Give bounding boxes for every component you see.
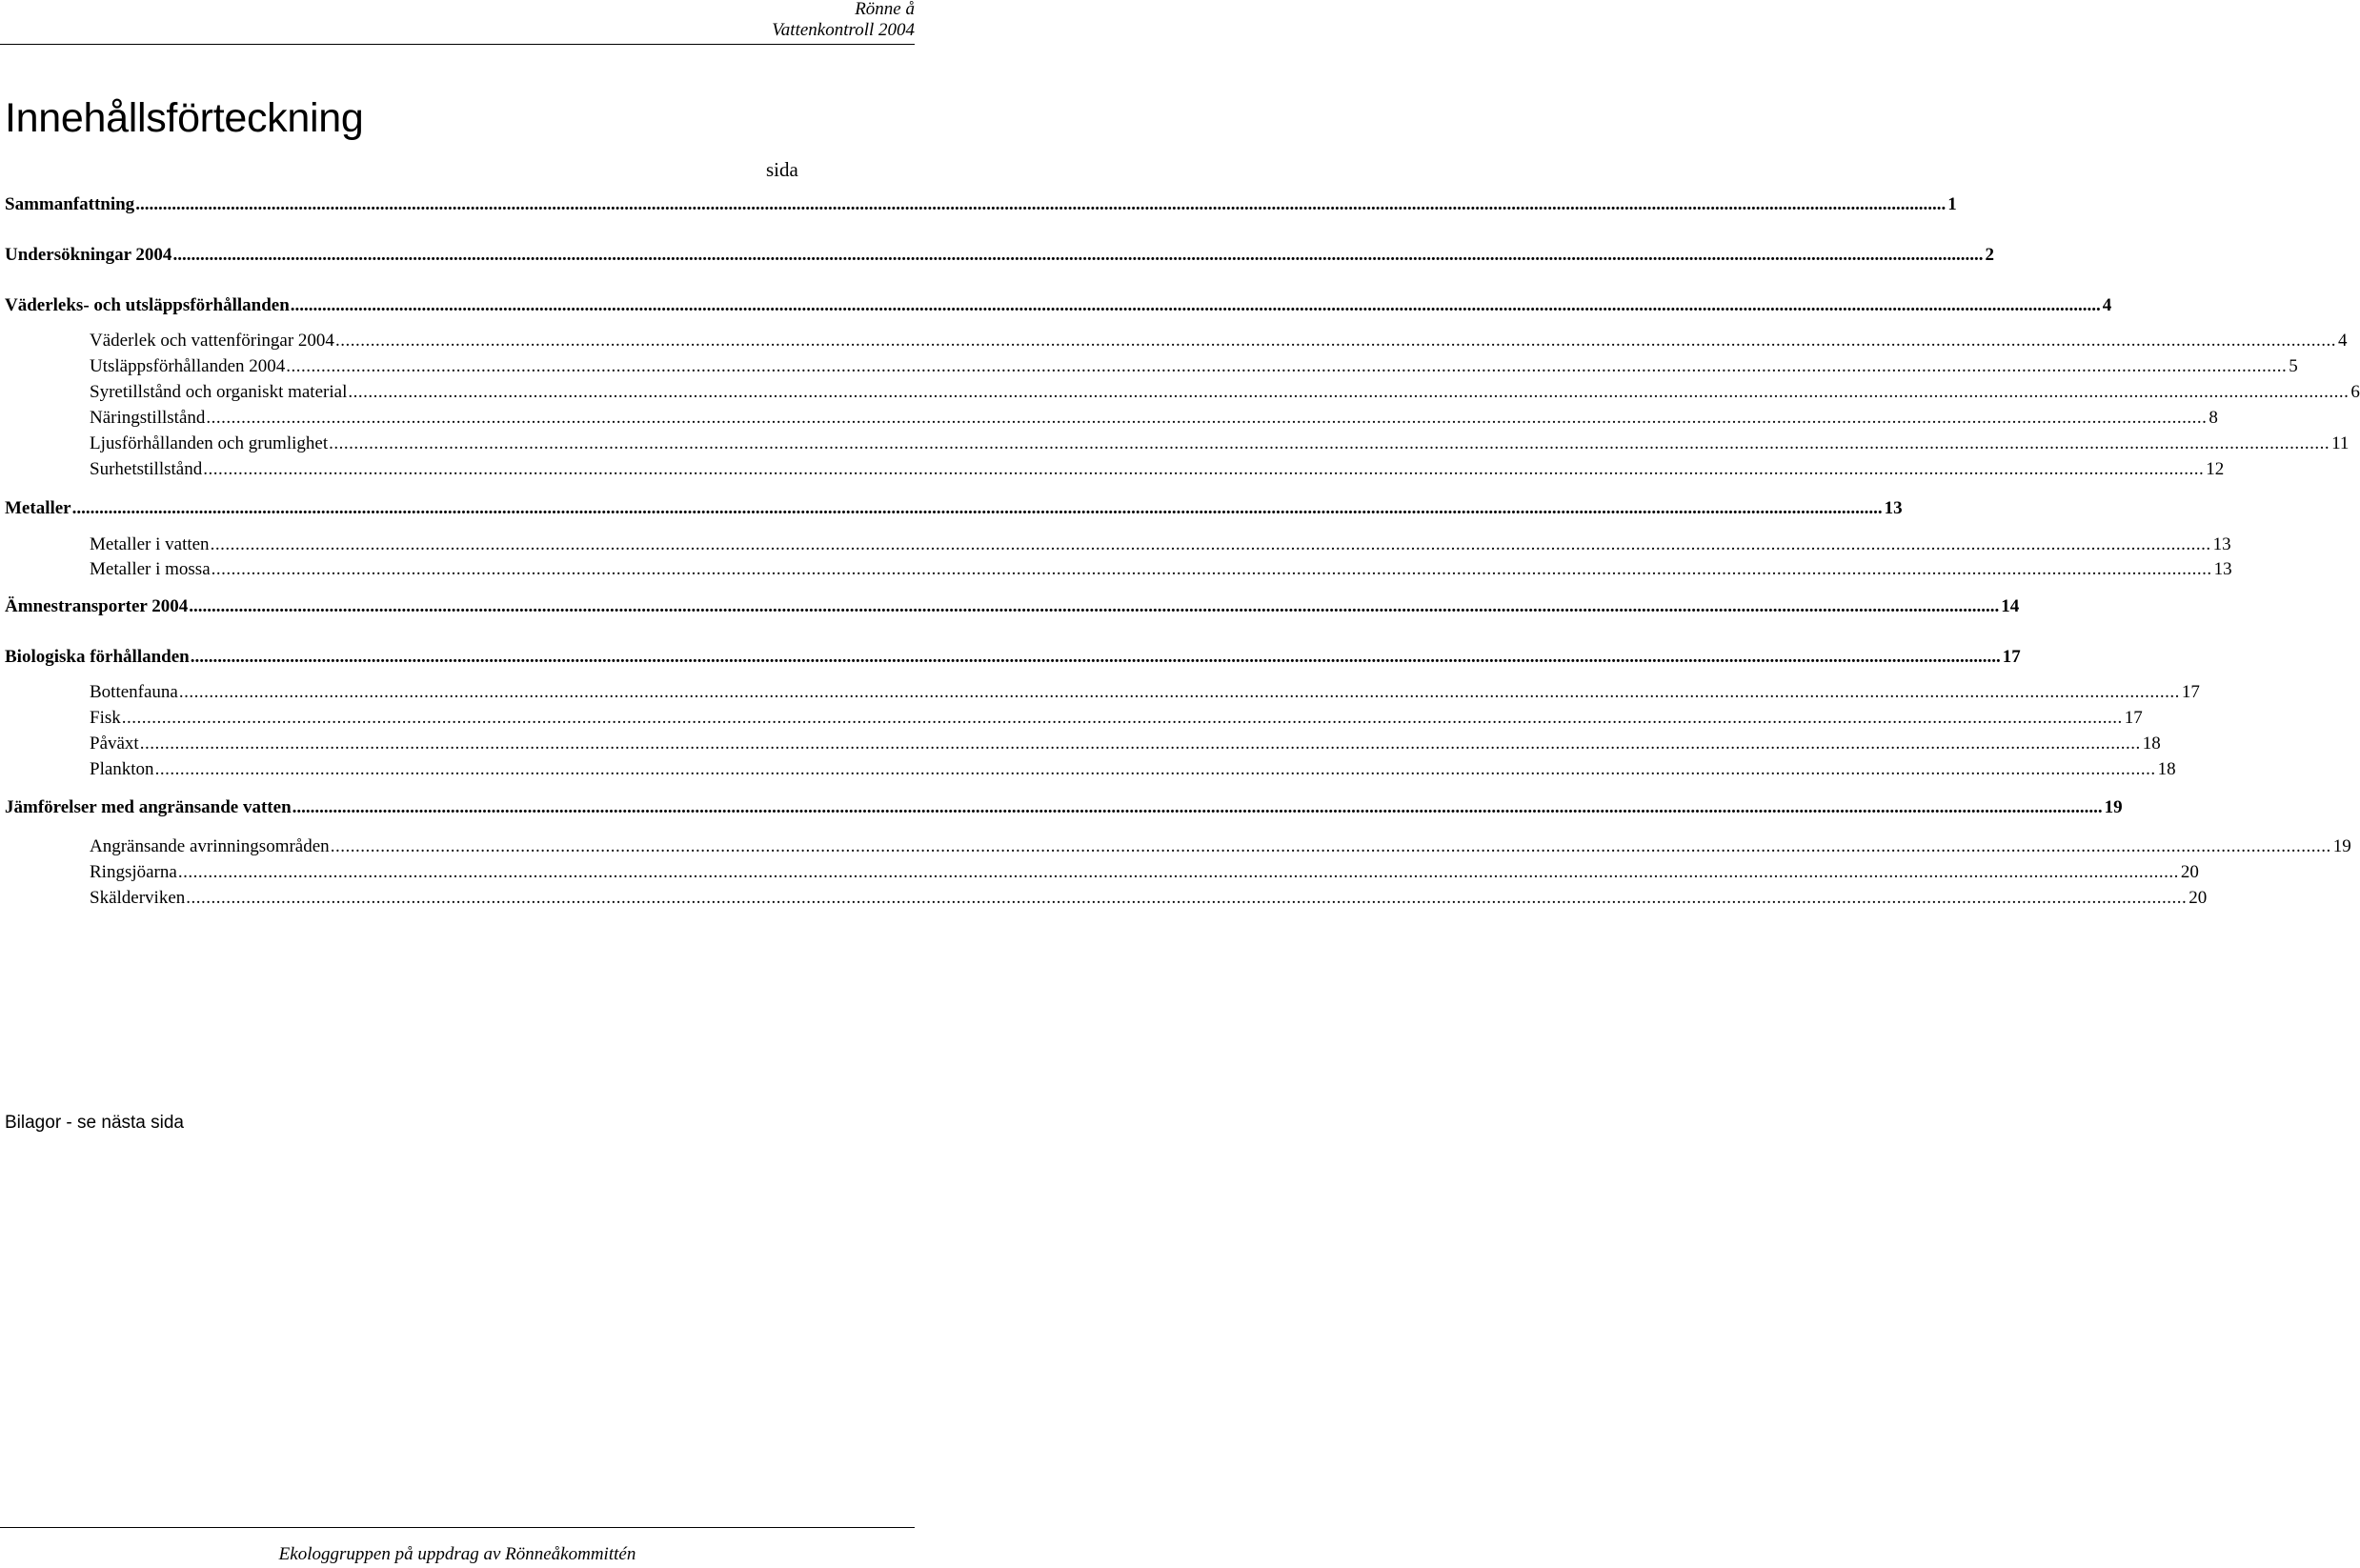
toc-dot-leader: ................................................................................................................................................................................................................................................................................................................................................................................................................ bbox=[186, 888, 2188, 908]
appendix-note: Bilagor - se nästa sida bbox=[5, 1113, 184, 1133]
toc-entry-label: Näringstillstånd bbox=[90, 408, 206, 428]
toc-entry[interactable] bbox=[0, 355, 2298, 378]
toc-entry[interactable] bbox=[0, 707, 2143, 730]
toc-entry-page: 19 bbox=[2104, 797, 2123, 817]
toc-entry-label: Sammanfattning bbox=[5, 194, 135, 214]
toc-entry-page: 11 bbox=[2331, 433, 2350, 453]
toc-entry[interactable] bbox=[0, 681, 2200, 704]
header-river-name: Rönne å bbox=[855, 0, 915, 19]
toc-entry-label: Ämnestransporter 2004 bbox=[5, 596, 189, 616]
toc-entry-label: Angränsande avrinningsområden bbox=[90, 836, 330, 856]
toc-entry-page: 19 bbox=[2332, 836, 2351, 856]
toc-entry-page: 6 bbox=[2350, 382, 2360, 402]
toc-entry-page: 2 bbox=[1985, 245, 1994, 265]
toc-entry-page: 5 bbox=[2289, 356, 2298, 376]
toc-entry-page: 18 bbox=[2157, 759, 2176, 779]
toc-dot-leader: ................................................................................................................................................................................................................................................................................................................................................................................................................ bbox=[286, 356, 2288, 376]
toc-entry-page: 4 bbox=[2102, 295, 2112, 315]
toc-entry-label: Metaller i vatten bbox=[90, 534, 210, 554]
toc-entry[interactable] bbox=[0, 646, 2021, 669]
toc-entry-label: Fisk bbox=[90, 708, 121, 728]
toc-entry-label: Påväxt bbox=[90, 734, 139, 754]
toc-dot-leader: ................................................................................................................................................................................................................................................................................................................................................................................................................ bbox=[210, 534, 2211, 554]
toc-entry[interactable] bbox=[0, 861, 2199, 884]
toc-dot-leader: ................................................................................................................................................................................................................................................................................................................................................................................................................ bbox=[172, 245, 1984, 265]
toc-dot-leader: ................................................................................................................................................................................................................................................................................................................................................................................................................ bbox=[139, 734, 2141, 754]
toc-entry-page: 13 bbox=[1884, 498, 1903, 518]
toc-dot-leader: ................................................................................................................................................................................................................................................................................................................................................................................................................ bbox=[292, 797, 2103, 817]
toc-entry-page: 20 bbox=[2189, 888, 2208, 908]
toc-entry[interactable] bbox=[0, 796, 2123, 819]
toc-dot-leader: ................................................................................................................................................................................................................................................................................................................................................................................................................ bbox=[211, 559, 2212, 579]
toc-dot-leader: ................................................................................................................................................................................................................................................................................................................................................................................................................ bbox=[190, 647, 2001, 667]
toc-entry-label: Syretillstånd och organiskt material bbox=[90, 382, 348, 402]
toc-dot-leader: ................................................................................................................................................................................................................................................................................................................................................................................................................ bbox=[71, 498, 1883, 518]
toc-entry-label: Bottenfauna bbox=[90, 682, 178, 702]
toc-entry-page: 1 bbox=[1947, 194, 1957, 214]
toc-entry[interactable] bbox=[0, 497, 1903, 520]
page-footer: Ekologgruppen på uppdrag av Rönneåkommittén bbox=[278, 1544, 636, 1564]
toc-dot-leader: ................................................................................................................................................................................................................................................................................................................................................................................................................ bbox=[135, 194, 1946, 214]
toc-entry[interactable] bbox=[0, 294, 2112, 317]
toc-entry[interactable] bbox=[0, 381, 2360, 404]
toc-entry-label: Metaller i mossa bbox=[90, 559, 211, 579]
toc-entry-page: 13 bbox=[2212, 534, 2231, 554]
toc-entry[interactable] bbox=[0, 193, 1957, 216]
toc-entry-label: Väderleks- och utsläppsförhållanden bbox=[5, 295, 290, 315]
footer-rule bbox=[0, 1527, 915, 1528]
page-header bbox=[0, 0, 915, 45]
toc-entry-page: 18 bbox=[2142, 734, 2161, 754]
toc-entry-label: Väderlek och vattenföringar 2004 bbox=[90, 331, 334, 351]
toc-dot-leader: ................................................................................................................................................................................................................................................................................................................................................................................................................ bbox=[290, 295, 2101, 315]
toc-entry[interactable] bbox=[0, 595, 2020, 618]
toc-entry[interactable] bbox=[0, 407, 2218, 430]
toc-entry-page: 17 bbox=[2181, 682, 2200, 702]
toc-entry[interactable] bbox=[0, 458, 2225, 481]
toc-entry-label: Ljusförhållanden och grumlighet bbox=[90, 433, 329, 453]
toc-entry-page: 12 bbox=[2206, 459, 2225, 479]
toc-entry[interactable] bbox=[0, 733, 2161, 755]
toc-dot-leader: ................................................................................................................................................................................................................................................................................................................................................................................................................ bbox=[189, 596, 2000, 616]
toc-entry-label: Plankton bbox=[90, 759, 154, 779]
toc-entry[interactable] bbox=[0, 558, 2232, 581]
toc-dot-leader: ................................................................................................................................................................................................................................................................................................................................................................................................................ bbox=[178, 682, 2180, 702]
toc-dot-leader: ................................................................................................................................................................................................................................................................................................................................................................................................................ bbox=[334, 331, 2336, 351]
toc-entry[interactable] bbox=[0, 244, 1994, 267]
toc-entry-page: 17 bbox=[2002, 647, 2021, 667]
toc-dot-leader: ................................................................................................................................................................................................................................................................................................................................................................................................................ bbox=[329, 433, 2330, 453]
toc-entry-label: Skälderviken bbox=[90, 888, 186, 908]
toc-entry-label: Undersökningar 2004 bbox=[5, 245, 172, 265]
toc-dot-leader: ................................................................................................................................................................................................................................................................................................................................................................................................................ bbox=[121, 708, 2123, 728]
toc-entry-page: 20 bbox=[2180, 862, 2199, 882]
toc-entry-page: 4 bbox=[2337, 331, 2348, 351]
toc-entry-label: Metaller bbox=[5, 498, 71, 518]
toc-entry[interactable] bbox=[0, 758, 2176, 781]
toc-entry-label: Jämförelser med angränsande vatten bbox=[5, 797, 292, 817]
toc-entry[interactable] bbox=[0, 330, 2348, 352]
toc-entry-page: 13 bbox=[2213, 559, 2232, 579]
toc-entry-label: Ringsjöarna bbox=[90, 862, 177, 882]
toc-entry[interactable] bbox=[0, 533, 2231, 556]
toc-entry[interactable] bbox=[0, 432, 2350, 455]
toc-entry-label: Utsläppsförhållanden 2004 bbox=[90, 356, 286, 376]
toc-entry-label: Surhetstillstånd bbox=[90, 459, 203, 479]
page-column-label: sida bbox=[766, 158, 798, 181]
toc-dot-leader: ................................................................................................................................................................................................................................................................................................................................................................................................................ bbox=[177, 862, 2179, 882]
toc-dot-leader: ................................................................................................................................................................................................................................................................................................................................................................................................................ bbox=[348, 382, 2350, 402]
toc-entry-page: 17 bbox=[2124, 708, 2143, 728]
page-title: Innehållsförteckning bbox=[5, 95, 364, 141]
toc-entry-page: 8 bbox=[2209, 408, 2218, 428]
toc-dot-leader: ................................................................................................................................................................................................................................................................................................................................................................................................................ bbox=[203, 459, 2205, 479]
toc-entry-page: 14 bbox=[2001, 596, 2020, 616]
toc-dot-leader: ................................................................................................................................................................................................................................................................................................................................................................................................................ bbox=[206, 408, 2208, 428]
toc-entry[interactable] bbox=[0, 835, 2351, 858]
header-report-title: Vattenkontroll 2004 bbox=[772, 20, 915, 40]
toc-dot-leader: ................................................................................................................................................................................................................................................................................................................................................................................................................ bbox=[330, 836, 2331, 856]
toc-dot-leader: ................................................................................................................................................................................................................................................................................................................................................................................................................ bbox=[154, 759, 2156, 779]
toc-entry[interactable] bbox=[0, 887, 2208, 910]
toc-entry-label: Biologiska förhållanden bbox=[5, 647, 190, 667]
